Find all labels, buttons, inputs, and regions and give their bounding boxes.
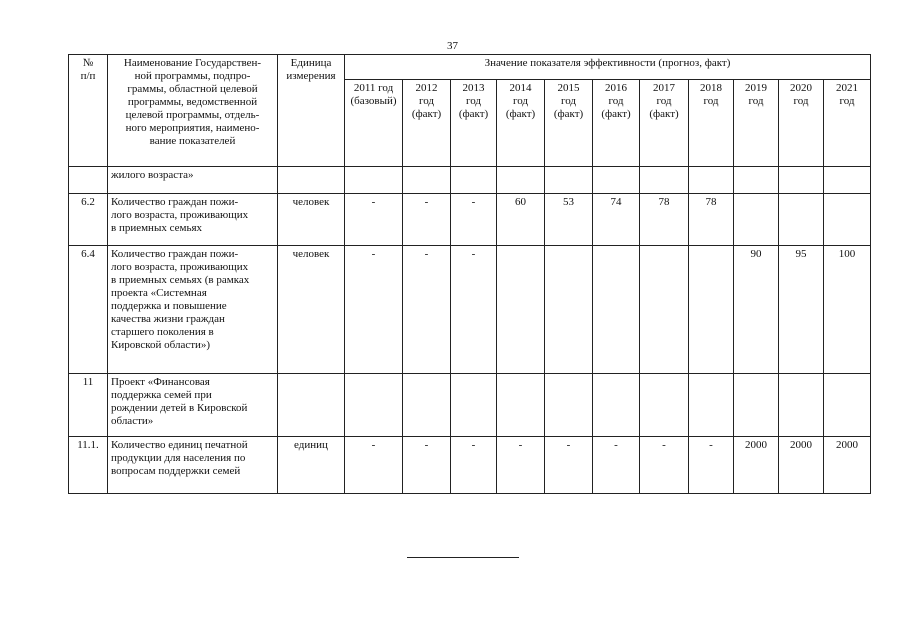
row-value-0: - bbox=[345, 437, 403, 494]
row-value-1: - bbox=[403, 194, 451, 246]
row-value-2: - bbox=[451, 194, 497, 246]
row-value-5 bbox=[593, 167, 640, 194]
row-num: 6.4 bbox=[69, 246, 108, 374]
row-value-4: - bbox=[545, 437, 593, 494]
row-value-3 bbox=[497, 167, 545, 194]
row-value-2: - bbox=[451, 246, 497, 374]
table-row bbox=[69, 246, 871, 374]
header-name: Наименование Государствен- ной программы, подпро- граммы, областной целевой программы, ведомственной целевой программы, отдель- ного мероприятия, наимено- вание показателей bbox=[108, 55, 278, 167]
row-name: жилого возраста» bbox=[108, 167, 278, 194]
header-year-1: 2012 год (факт) bbox=[403, 80, 451, 167]
row-value-3: - bbox=[497, 437, 545, 494]
row-num: 6.2 bbox=[69, 194, 108, 246]
row-value-0 bbox=[345, 374, 403, 437]
row-value-4 bbox=[545, 246, 593, 374]
table-header bbox=[69, 55, 871, 167]
row-value-7: - bbox=[689, 437, 734, 494]
row-unit: единиц bbox=[278, 437, 345, 494]
table-row bbox=[69, 167, 871, 194]
row-value-9: 95 bbox=[779, 246, 824, 374]
row-value-8 bbox=[734, 194, 779, 246]
header-year-4: 2015 год (факт) bbox=[545, 80, 593, 167]
row-value-10: 2000 bbox=[824, 437, 871, 494]
page-number: 37 bbox=[447, 40, 458, 52]
row-value-6 bbox=[640, 374, 689, 437]
row-value-4: 53 bbox=[545, 194, 593, 246]
row-unit: человек bbox=[278, 246, 345, 374]
row-value-1: - bbox=[403, 437, 451, 494]
row-name: Количество граждан пожи- лого возраста, проживающих в приемных семьях bbox=[108, 194, 278, 246]
row-value-6: 78 bbox=[640, 194, 689, 246]
table-row bbox=[69, 437, 871, 494]
row-value-8 bbox=[734, 374, 779, 437]
row-value-6 bbox=[640, 246, 689, 374]
row-name: Количество граждан пожи- лого возраста, проживающих в приемных семьях (в рамках проекта «Системная поддержка и повышение качества жизни граждан старшего поколения в Кировской области») bbox=[108, 246, 278, 374]
row-value-8: 90 bbox=[734, 246, 779, 374]
header-year-7: 2018 год bbox=[689, 80, 734, 167]
header-num: № п/п bbox=[69, 55, 108, 167]
row-value-1 bbox=[403, 167, 451, 194]
header-year-6: 2017 год (факт) bbox=[640, 80, 689, 167]
header-year-10: 2021 год bbox=[824, 80, 871, 167]
row-value-9 bbox=[779, 374, 824, 437]
row-value-0: - bbox=[345, 194, 403, 246]
row-num bbox=[69, 167, 108, 194]
header-year-2: 2013 год (факт) bbox=[451, 80, 497, 167]
footer-divider bbox=[407, 557, 519, 558]
row-value-3: 60 bbox=[497, 194, 545, 246]
row-value-8 bbox=[734, 167, 779, 194]
row-value-6 bbox=[640, 167, 689, 194]
row-value-4 bbox=[545, 167, 593, 194]
row-unit bbox=[278, 167, 345, 194]
row-value-7 bbox=[689, 374, 734, 437]
row-unit bbox=[278, 374, 345, 437]
row-value-1: - bbox=[403, 246, 451, 374]
row-unit: человек bbox=[278, 194, 345, 246]
row-num: 11 bbox=[69, 374, 108, 437]
indicator-table bbox=[68, 54, 871, 494]
row-value-8: 2000 bbox=[734, 437, 779, 494]
row-value-3 bbox=[497, 246, 545, 374]
row-value-5: 74 bbox=[593, 194, 640, 246]
row-value-5 bbox=[593, 374, 640, 437]
row-value-7 bbox=[689, 246, 734, 374]
row-value-9 bbox=[779, 167, 824, 194]
row-name: Проект «Финансовая поддержка семей при рождении детей в Кировской области» bbox=[108, 374, 278, 437]
row-value-2 bbox=[451, 167, 497, 194]
row-value-6: - bbox=[640, 437, 689, 494]
row-value-9: 2000 bbox=[779, 437, 824, 494]
row-num: 11.1. bbox=[69, 437, 108, 494]
header-year-8: 2019 год bbox=[734, 80, 779, 167]
row-value-5: - bbox=[593, 437, 640, 494]
row-value-4 bbox=[545, 374, 593, 437]
header-year-5: 2016 год (факт) bbox=[593, 80, 640, 167]
row-value-7: 78 bbox=[689, 194, 734, 246]
row-value-10 bbox=[824, 167, 871, 194]
header-year-9: 2020 год bbox=[779, 80, 824, 167]
table-row bbox=[69, 374, 871, 437]
row-value-10 bbox=[824, 374, 871, 437]
row-value-0 bbox=[345, 167, 403, 194]
row-value-10: 100 bbox=[824, 246, 871, 374]
header-value-group: Значение показателя эффективности (прогноз, факт) bbox=[345, 55, 871, 80]
row-name: Количество единиц печатной продукции для населения по вопросам поддержки семей bbox=[108, 437, 278, 494]
header-year-0: 2011 год (базовый) bbox=[345, 80, 403, 167]
row-value-9 bbox=[779, 194, 824, 246]
row-value-7 bbox=[689, 167, 734, 194]
row-value-1 bbox=[403, 374, 451, 437]
row-value-5 bbox=[593, 246, 640, 374]
row-value-3 bbox=[497, 374, 545, 437]
row-value-10 bbox=[824, 194, 871, 246]
table-row bbox=[69, 194, 871, 246]
header-unit: Единица измерения bbox=[278, 55, 345, 167]
row-value-0: - bbox=[345, 246, 403, 374]
row-value-2: - bbox=[451, 437, 497, 494]
header-year-3: 2014 год (факт) bbox=[497, 80, 545, 167]
table-body bbox=[69, 167, 871, 494]
row-value-2 bbox=[451, 374, 497, 437]
